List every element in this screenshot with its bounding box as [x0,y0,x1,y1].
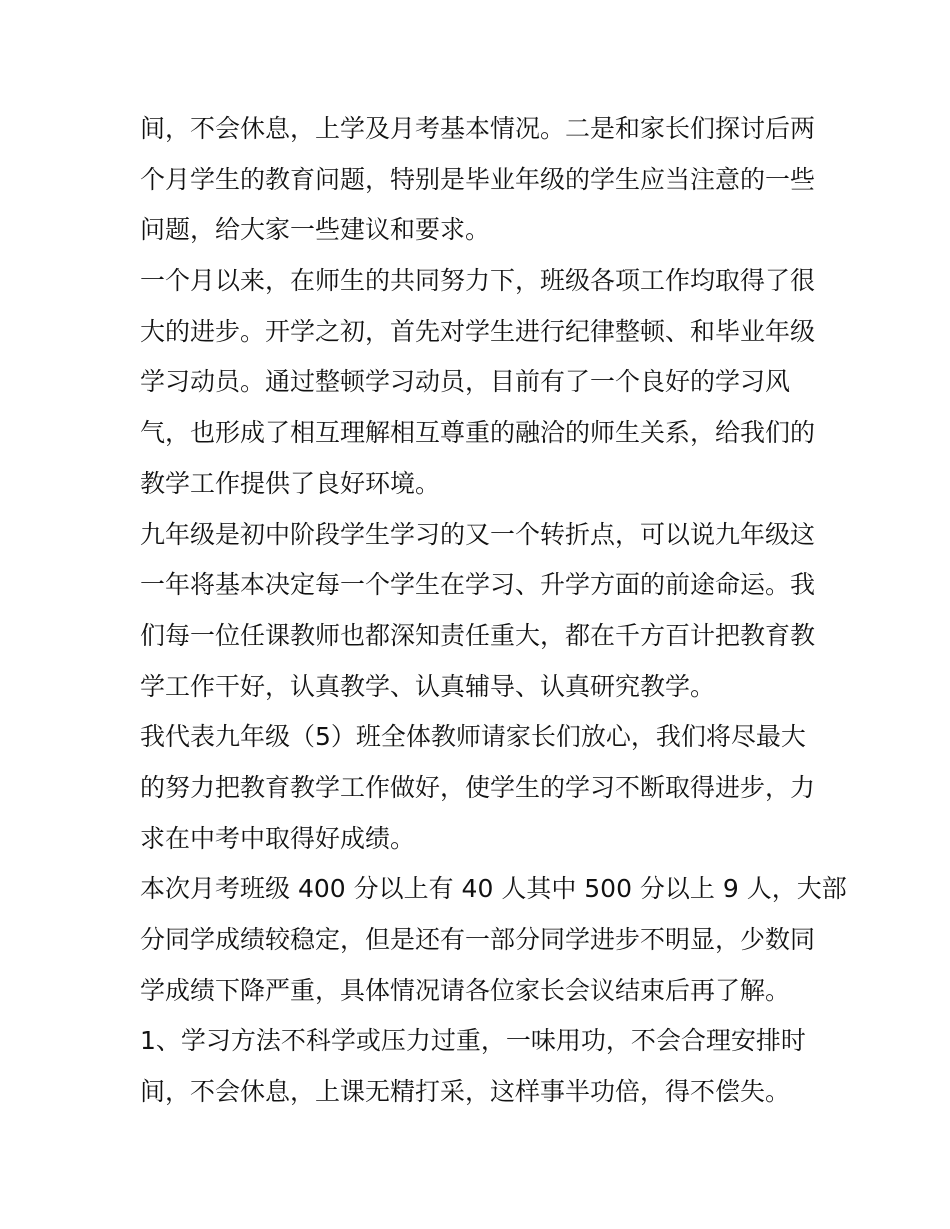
text-line: 九年级是初中阶段学生学习的又一个转折点，可以说九年级这 [140,519,816,549]
text-line: 问题，给大家一些建议和要求。 [140,215,491,245]
paragraph-1 [140,104,820,256]
text-line: 大的进步。开学之初，首先对学生进行纪律整顿、和毕业年级 [140,316,816,346]
document-body [140,104,847,1118]
text-line: 教学工作提供了良好环境。 [140,468,441,498]
text-line: 间，不会休息，上课无精打采，这样事半功倍，得不偿失。 [140,1077,791,1107]
text-line: 1、学习方法不科学或压力过重，一味用功，不会合理安排时 [140,1026,806,1056]
text-line: 学工作干好，认真教学、认真辅导、认真研究教学。 [140,671,716,701]
text-line: 一个月以来，在师生的共同努力下，班级各项工作均取得了很 [140,266,816,296]
paragraph-2 [140,256,820,509]
text-line: 们每一位任课教师也都深知责任重大，都在千方百计把教育教 [140,620,816,650]
paragraph-3 [140,510,820,713]
text-line: 求在中考中取得好成绩。 [140,823,416,853]
text-line: 学成绩下降严重，具体情况请各位家长会议结束后再了解。 [140,975,791,1005]
text-line: 气，也形成了相互理解相互尊重的融洽的师生关系，给我们的 [140,418,816,448]
text-line: 一年将基本决定每一个学生在学习、升学方面的前途命运。我 [140,570,816,600]
paragraph-4 [140,712,820,864]
paragraph-6 [140,1016,820,1117]
text-line: 学习动员。通过整顿学习动员，目前有了一个良好的学习风 [140,367,791,397]
text-line: 分同学成绩较稳定，但是还有一部分同学进步不明显，少数同 [140,925,816,954]
text-line: 我代表九年级（5）班全体教师请家长们放心，我们将尽最大 [140,722,806,752]
text-line: 个月学生的教育问题，特别是毕业年级的学生应当注意的一些 [140,164,816,194]
text-line: 本次月考班级 400 分以上有 40 人其中 500 分以上 9 人，大部 [140,874,847,904]
text-line: 间，不会休息，上学及月考基本情况。二是和家长们探讨后两 [140,114,816,143]
paragraph-5 [140,864,847,1016]
text-line: 的努力把教育教学工作做好，使学生的学习不断取得进步，力 [140,772,816,802]
